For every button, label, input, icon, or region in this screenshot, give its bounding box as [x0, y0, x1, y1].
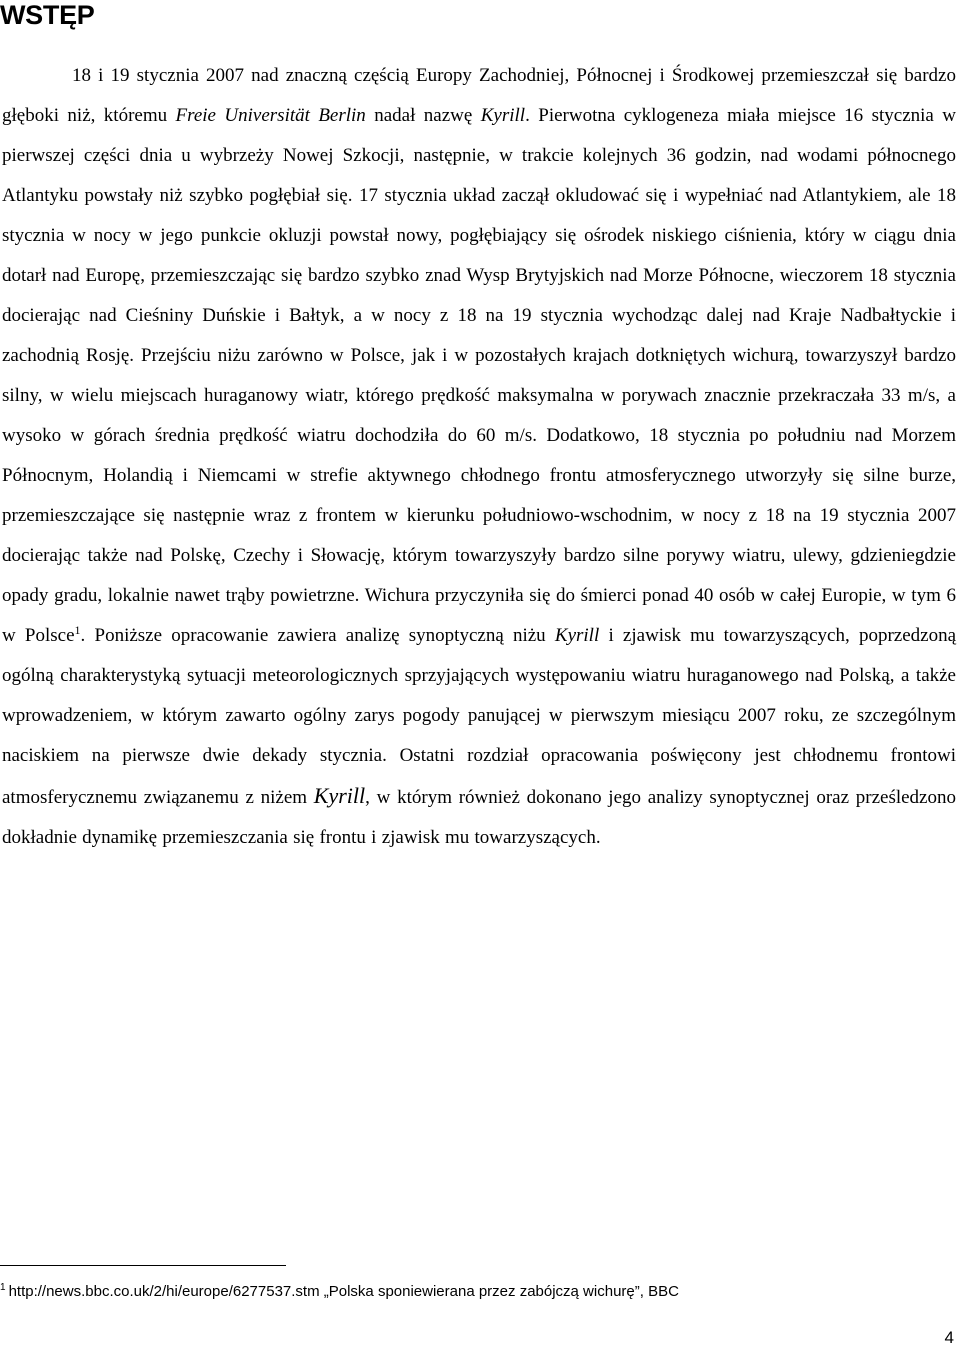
text-segment: nadał nazwę — [365, 105, 481, 126]
text-segment: , w którym również dokonano jego analizy synoptycznej oraz prześledzono dokładnie dynamikę przemieszczania się frontu i zjawisk mu towarzyszących. — [2, 787, 956, 848]
text-segment: i zjawisk mu towarzyszących, poprzedzoną ogólną charakterystyką sytuacji meteorologicznych sprzyjających występowaniu wiatru huraganowego nad Polską, a także wprowadzeniem, w którym zawarto ogólny zarys pogody panującej w pierwszym miesiącu 2007 roku, ze szczególnym naciskiem na pierwsze dwie dekady stycznia. Ostatni rozdział opracowania poświęcony jest chłodnemu frontowi atmosferycznemu związanemu z niżem — [2, 625, 957, 808]
italic-institution-name: Freie Universität Berlin — [175, 105, 366, 126]
body-paragraph — [2, 56, 956, 858]
text-segment: . Pierwotna cyklogeneza miała miejsce 16 stycznia w pierwszej części dnia u wybrzeży Nowej Szkocji, następnie, w trakcie kolejnych 36 godzin, nad wodami północnego Atlantyku powstały niż szybko pogłębiał się. 17 stycznia układ zaczął okludować się i wypełniać nad Atlantykiem, ale 18 stycznia w nocy w jego punkcie okluzji powstał nowy, pogłębiający się ośrodek niskiego ciśnienia, który w ciągu dnia dotarł nad Europę, przemieszczając się bardzo szybko znad Wysp Brytyjskich nad Morze Północne, wieczorem 18 stycznia docierając nad Cieśniny Duńskie i Bałtyk, a w nocy z 18 na 19 stycznia wychodząc dalej nad Kraje Nadbałtyckie i zachodnią Rosję. Przejściu niżu zarówno w Polsce, jak i w pozostałych krajach dotkniętych wichurą, towarzyszył bardzo silny, w wielu miejscach huraganowy wiatr, którego prędkość maksymalna w porywach znacznie przekraczała 33 m/s, a wysoko w górach średnia prędkość wiatru dochodziła do 60 m/s. Dodatkowo, 18 stycznia po południu nad Morzem Północnym, Holandią i Niemcami w strefie aktywnego chłodnego frontu atmosferycznego utworzyły się silne burze, przemieszczające się następnie wraz z frontem w kierunku południowo-wschodnim, w nocy z 18 na 19 stycznia 2007 docierając także nad Polskę, Czechy i Słowację, którym towarzyszyły bardzo silne porywy wiatru, ulewy, gdzieniegdzie opady gradu, lokalnie nawet trąby powietrzne. Wichura przyczyniła się do śmierci ponad 40 osób w całej Europie, w tym 6 w Polsce — [2, 105, 956, 646]
footnote — [0, 1282, 679, 1302]
footnote-reference: 1 — [74, 623, 81, 637]
page-number: 4 — [944, 1328, 954, 1347]
footnote-number: 1 — [0, 1282, 6, 1293]
footnote-separator — [0, 1265, 286, 1266]
section-heading: WSTĘP — [0, 0, 95, 30]
italic-storm-name: Kyrill — [554, 625, 600, 646]
text-segment: 18 i 19 stycznia 2007 nad znaczną częścią Europy Zachodniej, Północnej i Środkowej przemieszczał się bardzo głęboki niż, któremu — [2, 65, 956, 126]
italic-storm-name: Kyrill — [480, 105, 526, 126]
italic-storm-name: Kyrill — [313, 783, 366, 808]
footnote-text: http://news.bbc.co.uk/2/hi/europe/6277537.stm „Polska sponiewierana przez zabójczą wichurę”, BBC — [8, 1283, 679, 1300]
text-segment: . Poniższe opracowanie zawiera analizę synoptyczną niżu — [80, 625, 555, 646]
